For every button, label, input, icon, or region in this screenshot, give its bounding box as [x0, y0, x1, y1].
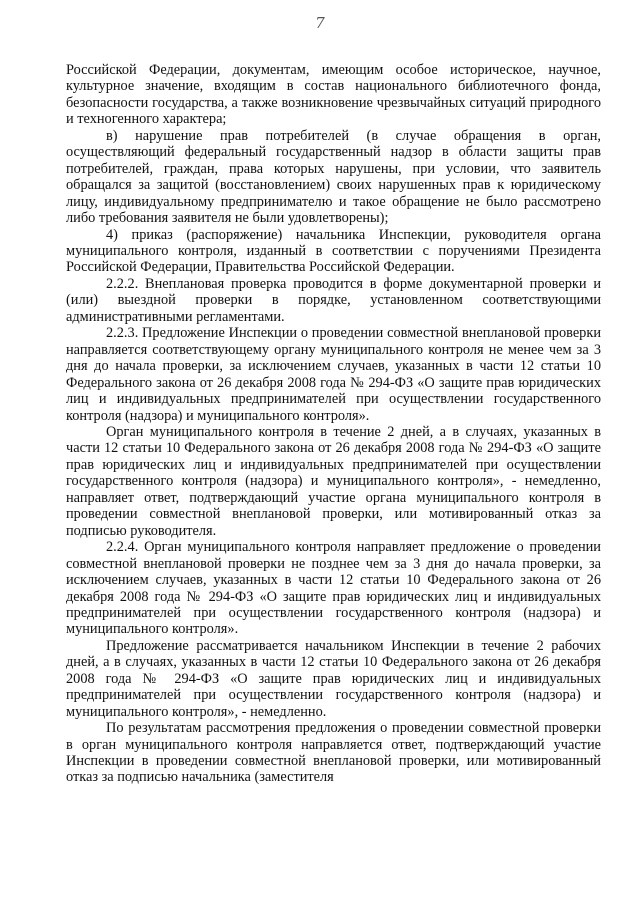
paragraph-item-4: 4) приказ (распоряжение) начальника Инспекции, руководителя органа муниципального контроля, изданный в соответствии с поручениями Президента Российской Федерации, Правительства Российской Федерации. [66, 226, 601, 276]
paragraph-municipal-response: Орган муниципального контроля в течение 2 дней, а в случаях, указанных в части 12 статьи 10 Федерального закона от 26 декабря 2008 года № 294-ФЗ «О защите прав юридических лиц и индивидуальных предпринимателей при осуществлении государственного контроля (надзора) и муниципального контроля», - немедленно, направляет ответ, подтверждающий участие органа муниципального контроля в проведении совместной внеплановой проверки, или мотивированный отказ за подписью руководителя. [66, 423, 601, 539]
paragraph-review-results: По результатам рассмотрения предложения о проведении совместной проверки в орган муниципального контроля направляется ответ, подтверждающий участие Инспекции в проведении совместной внеплановой проверки, или мотивированный отказ за подписью начальника (заместителя [66, 720, 601, 786]
paragraph-2-2-3: 2.2.3. Предложение Инспекции о проведении совместной внеплановой проверки направляется соответствующему органу муниципального контроля не менее чем за 3 дня до начала проверки, за исключением случаев, указанных в части 12 статьи 10 Федерального закона от 26 декабря 2008 года № 294-ФЗ «О защите прав юридических лиц и индивидуальных предпринимателей при осуществлении государственного контроля (надзора) и муниципального контроля». [66, 325, 601, 424]
paragraph-proposal-review: Предложение рассматривается начальником Инспекции в течение 2 рабочих дней, а в случаях, указанных в части 12 статьи 10 Федерального закона от 26 декабря 2008 года № 294-ФЗ «О защите прав юридических лиц и индивидуальных предпринимателей при осуществлении государственного контроля (надзора) и муниципального контроля», - немедленно. [66, 637, 601, 720]
paragraph-item-v: в) нарушение прав потребителей (в случае обращения в орган, осуществляющий федеральный государственный надзор в области защиты прав потребителей, граждан, права которых нарушены, при условии, что заявитель обращался за защитой (восстановлением) своих нарушенных прав к юридическому лицу, индивидуальному предпринимателю и такое обращение не было рассмотрено либо требования заявителя не были удовлетворены); [66, 127, 601, 227]
document-body [66, 62, 601, 786]
paragraph-2-2-2: 2.2.2. Внеплановая проверка проводится в форме документарной проверки и (или) выездной проверки в порядке, установленном соответствующими административными регламентами. [66, 275, 601, 325]
page-number: 7 [315, 14, 325, 32]
paragraph-continuation: Российской Федерации, документам, имеющим особое историческое, научное, культурное значение, входящим в состав национального библиотечного фонда, безопасности государства, а также возникновение чрезвычайных ситуаций природного и техногенного характера; [66, 62, 601, 128]
paragraph-2-2-4: 2.2.4. Орган муниципального контроля направляет предложение о проведении совместной внеплановой проверки не позднее чем за 3 дня до начала проверки, за исключением случаев, указанных в части 12 статьи 10 Федерального закона от 26 декабря 2008 года № 294-ФЗ «О защите прав юридических лиц и индивидуальных предпринимателей при осуществлении государственного контроля (надзора) и муниципального контроля». [66, 539, 601, 638]
